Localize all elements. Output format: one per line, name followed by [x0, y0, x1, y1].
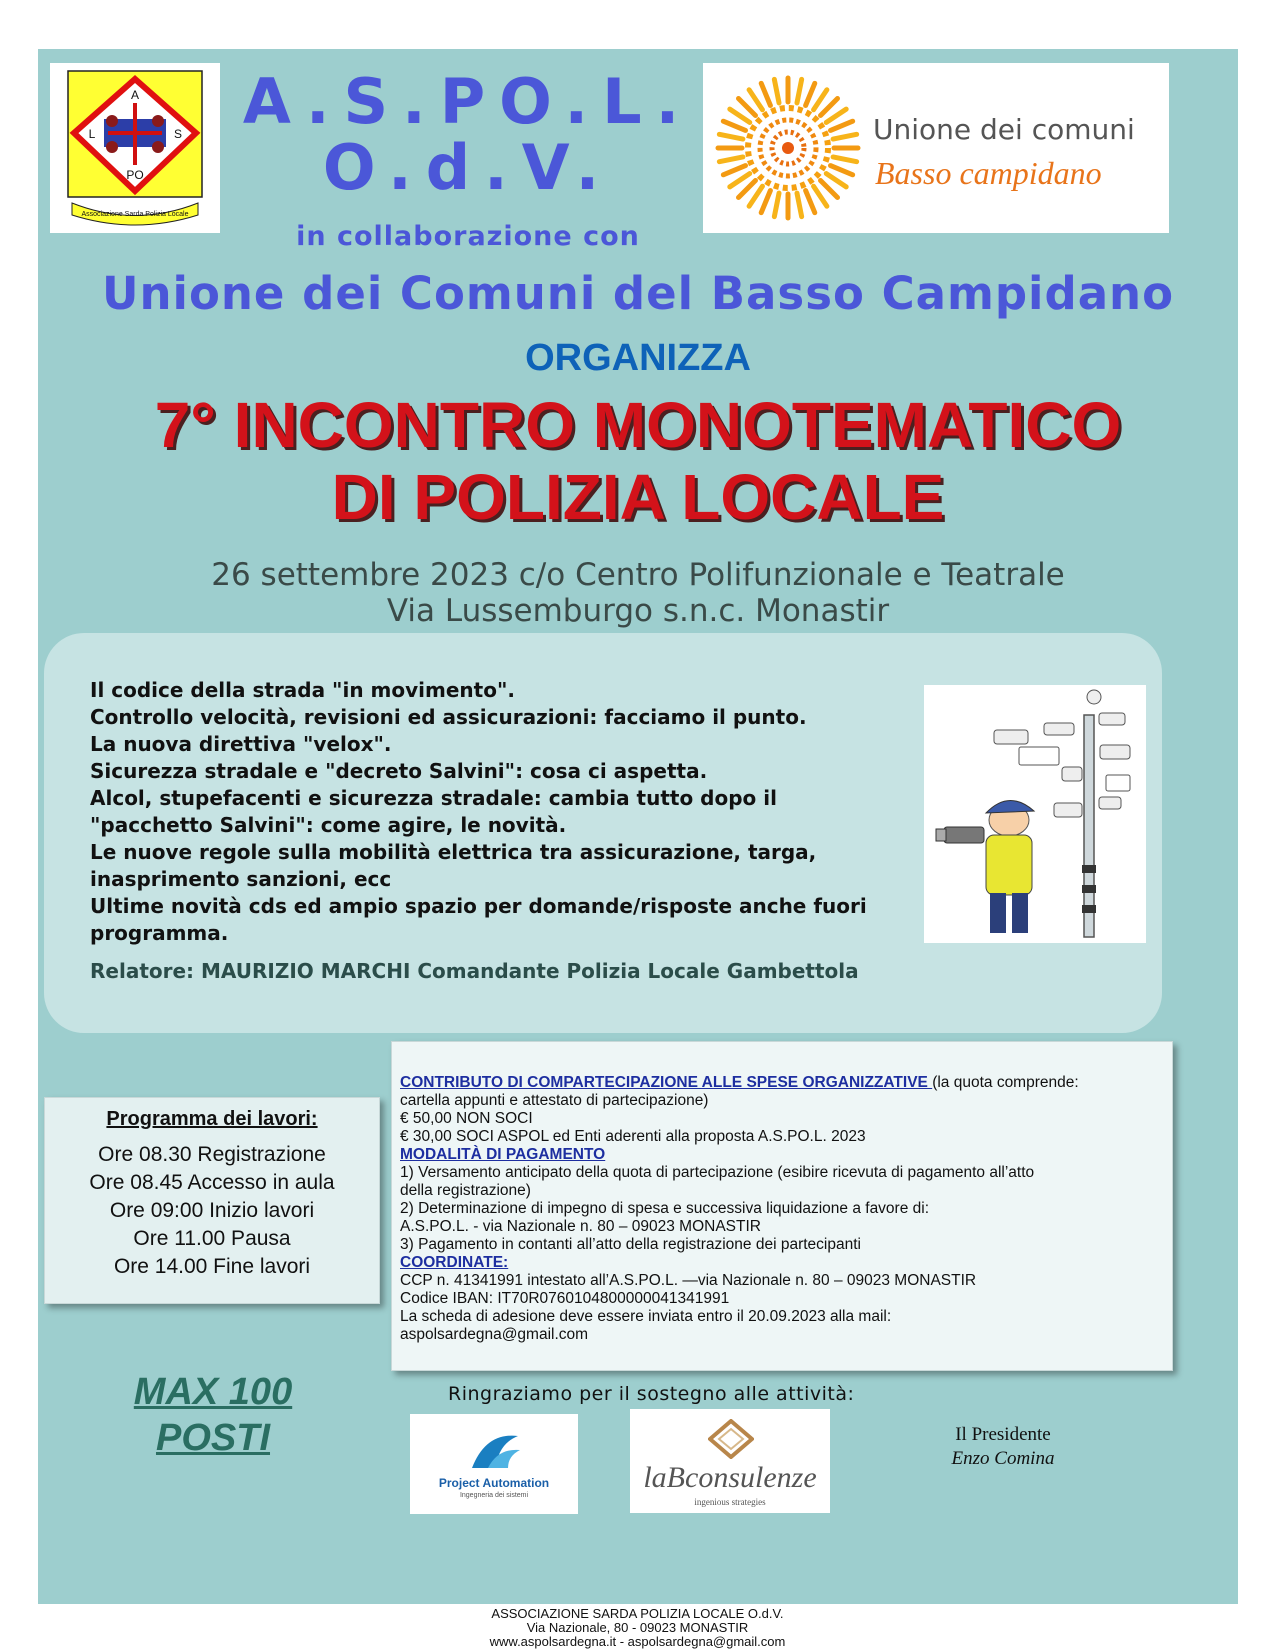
- sun-ray: [719, 134, 743, 139]
- contributo-line2: cartella appunti e attestato di partecipazione): [400, 1092, 709, 1109]
- sun-ray: [774, 79, 779, 103]
- sun-ray: [797, 79, 802, 103]
- footer-line1: ASSOCIAZIONE SARDA POLIZIA LOCALE O.d.V.: [491, 1606, 784, 1621]
- topic-item: Controllo velocità, revisioni ed assicurazioni: facciamo il punto.: [90, 705, 807, 729]
- org-title-line2: O.d.V.: [322, 131, 614, 204]
- price-non-soci: € 50,00 NON SOCI: [400, 1110, 533, 1127]
- president-signature: [908, 1423, 1098, 1471]
- aspol-logo-letter-l: L: [88, 127, 96, 141]
- sun-ray: [821, 181, 838, 198]
- coordinate-line: [400, 1254, 1166, 1272]
- unione-logo: [703, 63, 1169, 233]
- police-officer-icon: [924, 685, 1146, 943]
- ringraziamo-text: Ringraziamo per il sostegno alle attività:: [448, 1383, 855, 1405]
- event-title-line2: DI POLIZIA LOCALE: [331, 461, 945, 533]
- programma-item: Ore 08.30 Registrazione: [98, 1143, 326, 1166]
- sun-ray: [830, 166, 852, 175]
- sun-ray: [739, 99, 756, 116]
- max-posti-line2: POSTI: [155, 1417, 271, 1459]
- sun-ray: [806, 83, 815, 105]
- programma-title: Programma dei lavori:: [106, 1108, 318, 1130]
- ccp: CCP n. 41341991 intestato all’A.S.PO.L. —via Nazionale n. 80 – 09023 MONASTIR: [400, 1272, 977, 1289]
- topic-item: Ultime novità cds ed ampio spazio per domande/risposte anche fuori: [90, 894, 867, 918]
- org-title: [238, 65, 698, 204]
- price-soci: € 30,00 SOCI ASPOL ed Enti aderenti alla proposta A.S.PO.L. 2023: [400, 1128, 866, 1145]
- project-automation-sub: Ingegneria dei sistemi: [459, 1492, 529, 1499]
- programma-item: Ore 08.45 Accesso in aula: [89, 1171, 335, 1194]
- sun-ray: [761, 190, 770, 212]
- organizza-text: ORGANIZZA: [525, 337, 751, 379]
- modalita-1b: della registrazione): [400, 1182, 531, 1199]
- topic-item: inasprimento sanzioni, ecc: [90, 867, 392, 891]
- poster: [38, 49, 1238, 1604]
- unione-logo-line2: Basso campidano: [875, 155, 1102, 191]
- sun-ray: [730, 174, 750, 187]
- sun-ray: [830, 121, 852, 130]
- sponsor-project-automation: [410, 1414, 578, 1514]
- event-date-location: [38, 557, 1238, 629]
- president-name: Enzo Comina: [951, 1448, 1055, 1469]
- modalita-1a: 1) Versamento anticipato della quota di partecipazione (esibire ricevuta di pagamento all’atto: [400, 1164, 1035, 1181]
- contributo-line: [400, 1074, 1166, 1092]
- topics-list: [90, 677, 910, 947]
- diamond-icon: [708, 1419, 754, 1459]
- collab-text: in collaborazione con: [296, 221, 640, 252]
- aspol-logo-letter-s: S: [173, 127, 183, 141]
- sun-ray: [797, 193, 802, 217]
- sun-ray: [730, 109, 750, 122]
- sun-ray: [761, 83, 770, 105]
- contributo-rest: (la quota comprende:: [932, 1074, 1079, 1091]
- info-box: [391, 1041, 1173, 1371]
- scheda-adesione: La scheda di adesione deve essere inviata entro il 20.09.2023 alla mail:: [400, 1308, 892, 1325]
- programma-list: [45, 1141, 379, 1281]
- sun-ray: [826, 174, 846, 187]
- sun-ray: [814, 90, 827, 110]
- aspol-logo: [50, 63, 220, 233]
- police-illustration: [924, 685, 1146, 943]
- unione-title: Unione dei Comuni del Basso Campidano: [101, 267, 1175, 320]
- info-content: [400, 1074, 1166, 1344]
- contact-email[interactable]: aspolsardegna@gmail.com: [400, 1326, 589, 1343]
- aspol-logo-icon: [50, 63, 220, 233]
- event-title: [38, 389, 1238, 533]
- sun-ray: [774, 193, 779, 217]
- labconsulenze-name: laBconsulenze: [643, 1461, 817, 1494]
- iban: Codice IBAN: IT70R0760104800000041341991: [400, 1290, 730, 1307]
- event-address: Via Lussemburgo s.n.c. Monastir: [386, 593, 890, 629]
- coordinate-heading: COORDINATE:: [400, 1254, 509, 1271]
- sun-ray: [749, 186, 762, 206]
- topic-item: Sicurezza stradale e "decreto Salvini": cosa ci aspetta.: [90, 759, 708, 783]
- modalita-line: [400, 1146, 1166, 1164]
- sun-ray: [739, 181, 756, 198]
- topic-item: Alcol, stupefacenti e sicurezza stradale: cambia tutto dopo il: [90, 786, 777, 810]
- sun-ray: [723, 121, 745, 130]
- topic-item: Le nuove regole sulla mobilità elettrica tra assicurazione, targa,: [90, 840, 817, 864]
- modalita-heading: MODALITÀ DI PAGAMENTO: [400, 1146, 606, 1163]
- org-title-line1: A.S.PO.L.: [242, 65, 694, 138]
- max-posti: [78, 1369, 348, 1461]
- aspol-logo-caption: Associazione Sarda Polizia Locale: [81, 211, 189, 218]
- event-title-line1: 7° INCONTRO MONOTEMATICO: [154, 389, 1122, 461]
- programma-item: Ore 14.00 Fine lavori: [113, 1255, 311, 1278]
- sun-icon: [715, 75, 861, 221]
- programma-item: Ore 09:00 Inizio lavori: [109, 1199, 315, 1222]
- sun-ray: [814, 186, 827, 206]
- sun-ray: [821, 99, 838, 116]
- president-title: Il Presidente: [955, 1424, 1051, 1445]
- sun-ray: [806, 190, 815, 212]
- sun-ray: [723, 166, 745, 175]
- project-automation-name: Project Automation: [438, 1476, 550, 1490]
- aspol-logo-letter-a: A: [130, 88, 140, 102]
- footer: [0, 1607, 1275, 1649]
- unione-logo-line1: Unione dei comuni: [873, 113, 1135, 146]
- programma-box: [44, 1097, 380, 1304]
- sun-ray: [719, 157, 743, 162]
- labconsulenze-sub: ingenious strategies: [694, 1497, 766, 1507]
- relatore: Relatore: MAURIZIO MARCHI Comandante Polizia Locale Gambettola: [90, 959, 859, 983]
- topics-box: [44, 633, 1162, 1033]
- sun-ray: [833, 157, 857, 162]
- modalita-3: 3) Pagamento in contanti all’atto della registrazione dei partecipanti: [400, 1236, 861, 1253]
- modalita-2b: A.S.PO.L. - via Nazionale n. 80 – 09023 MONASTIR: [400, 1218, 761, 1235]
- event-date: 26 settembre 2023 c/o Centro Polifunzionale e Teatrale: [211, 557, 1065, 593]
- sponsor-labconsulenze: [630, 1409, 830, 1513]
- wave-icon: [468, 1428, 524, 1474]
- programma-item: Ore 11.00 Pausa: [133, 1227, 291, 1250]
- topic-item: Il codice della strada "in movimento".: [90, 678, 515, 702]
- modalita-2a: 2) Determinazione di impegno di spesa e successiva liquidazione a favore di:: [400, 1200, 930, 1217]
- sun-ray: [826, 109, 846, 122]
- footer-line2: Via Nazionale, 80 - 09023 MONASTIR: [526, 1620, 749, 1635]
- topic-item: "pacchetto Salvini": come agire, le novità.: [90, 813, 567, 837]
- sun-ray: [749, 90, 762, 110]
- topic-item: programma.: [90, 921, 229, 945]
- max-posti-line1: MAX 100: [133, 1371, 293, 1413]
- topic-item: La nuova direttiva "velox".: [90, 732, 392, 756]
- aspol-logo-letter-po: PO: [126, 168, 144, 182]
- sun-ray: [833, 134, 857, 139]
- footer-line3[interactable]: www.aspolsardegna.it - aspolsardegna@gmail.com: [489, 1634, 786, 1649]
- contributo-heading: CONTRIBUTO DI COMPARTECIPAZIONE ALLE SPESE ORGANIZZATIVE: [400, 1074, 933, 1091]
